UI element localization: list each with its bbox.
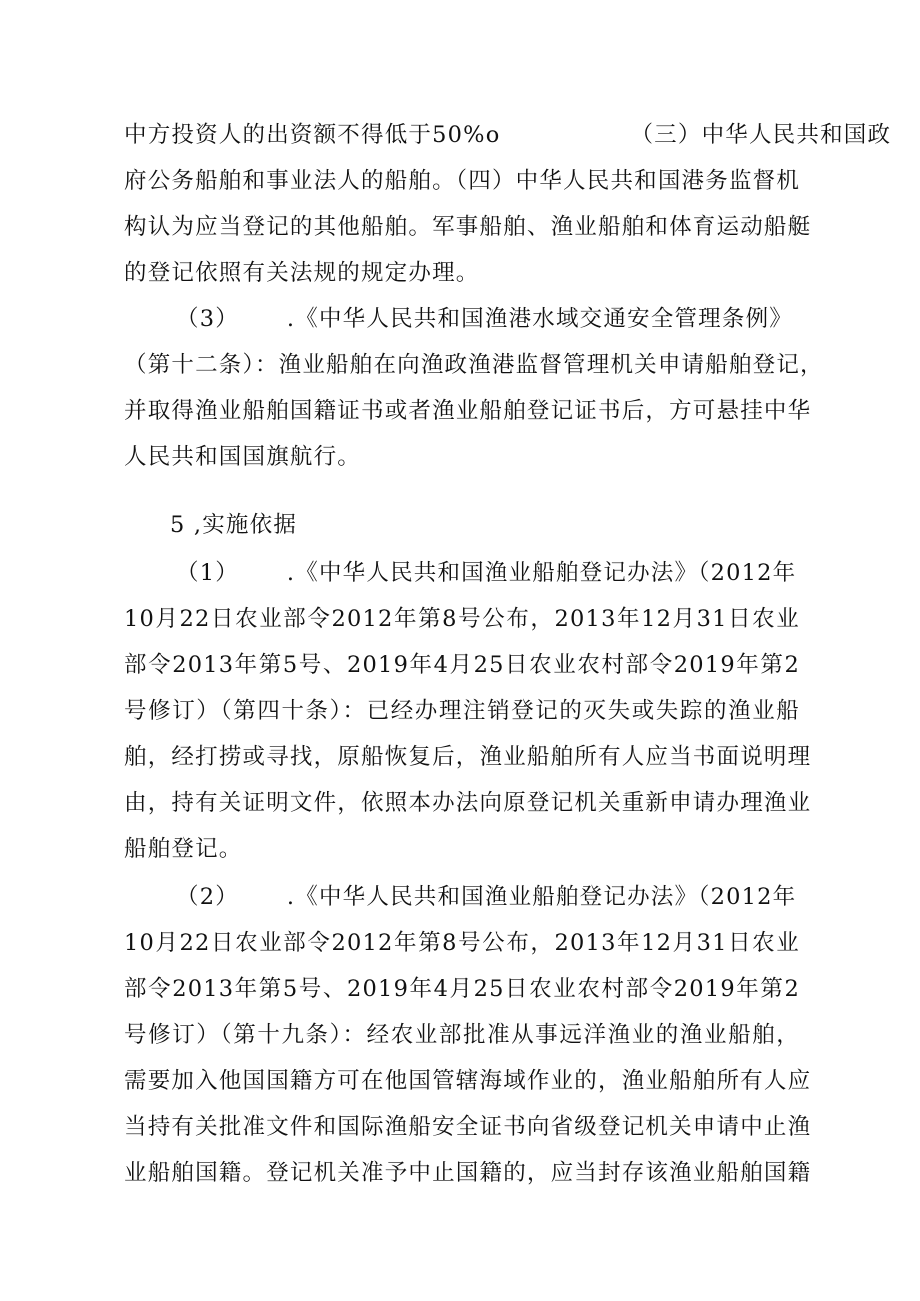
section-heading: 5 ,实施依据 xyxy=(170,512,298,538)
para-3-line-1-text: .《中华人民共和国渔业船舶登记办法》（2012年 xyxy=(286,560,797,586)
para-4-line-3: 部令2013年第5号、2019年4月25日农业农村部令2019年第2 xyxy=(124,976,800,1002)
para-3-line-5: 舶，经打捞或寻找，原船恢复后，渔业船舶所有人应当书面说明理 xyxy=(124,744,812,770)
para-4-line-1 xyxy=(176,874,800,920)
para-3-line-2: 10月22日农业部令2012年第8号公布，2013年12月31日农业 xyxy=(124,606,800,632)
para-1-line-3: 构认为应当登记的其他船舶。军事船舶、渔业船舶和体育运动船艇 xyxy=(124,214,812,240)
para-2-number: （3） xyxy=(176,306,239,332)
para-1-line-2: 府公务船舶和事业法人的船舶。（四）中华人民共和国港务监督机 xyxy=(124,168,801,194)
para-2-line-4: 人民共和国国旗航行。 xyxy=(124,444,362,470)
para-4-line-2: 10月22日农业部令2012年第8号公布，2013年12月31日农业 xyxy=(124,930,800,956)
para-4-line-6: 当持有关批准文件和国际渔船安全证书向省级登记机关申请中止渔 xyxy=(124,1114,812,1140)
para-3-number: （1） xyxy=(176,560,239,586)
para-4-line-7: 业船舶国籍。登记机关准予中止国籍的，应当封存该渔业船舶国籍 xyxy=(124,1160,812,1186)
para-2-line-1 xyxy=(176,296,800,342)
para-1-line-4: 的登记依照有关法规的规定办理。 xyxy=(124,260,480,286)
para-4-line-5: 需要加入他国国籍方可在他国管辖海域作业的，渔业船舶所有人应 xyxy=(124,1068,812,1094)
para-3-line-1 xyxy=(176,550,800,596)
para-4-line-4: 号修订）（第十九条）：经农业部批准从事远洋渔业的渔业船舶， xyxy=(124,1022,800,1048)
para-4-line-1-text: .《中华人民共和国渔业船舶登记办法》（2012年 xyxy=(286,884,797,910)
para-4-number: （2） xyxy=(176,884,239,910)
para-1-line-1-a: 中方投资人的出资额不得低于50%o xyxy=(124,122,501,148)
para-3-line-7: 船舶登记。 xyxy=(124,836,243,862)
para-3-line-3: 部令2013年第5号、2019年4月25日农业农村部令2019年第2 xyxy=(124,652,800,678)
para-2-line-3: 并取得渔业船舶国籍证书或者渔业船舶登记证书后，方可悬挂中华 xyxy=(124,398,812,424)
para-3-line-6: 由，持有关证明文件，依照本办法向原登记机关重新申请办理渔业 xyxy=(124,790,812,816)
para-1-line-1 xyxy=(124,112,892,158)
para-3-line-4: 号修订）（第四十条）：已经办理注销登记的灭失或失踪的渔业船 xyxy=(124,698,800,724)
para-2-line-2: （第十二条）：渔业船舶在向渔政渔港监督管理机关申请船舶登记， xyxy=(124,352,824,378)
para-2-line-1-text: .《中华人民共和国渔港水域交通安全管理条例》 xyxy=(286,306,793,332)
para-1-line-1-b: （三）中华人民共和国政 xyxy=(630,122,892,148)
